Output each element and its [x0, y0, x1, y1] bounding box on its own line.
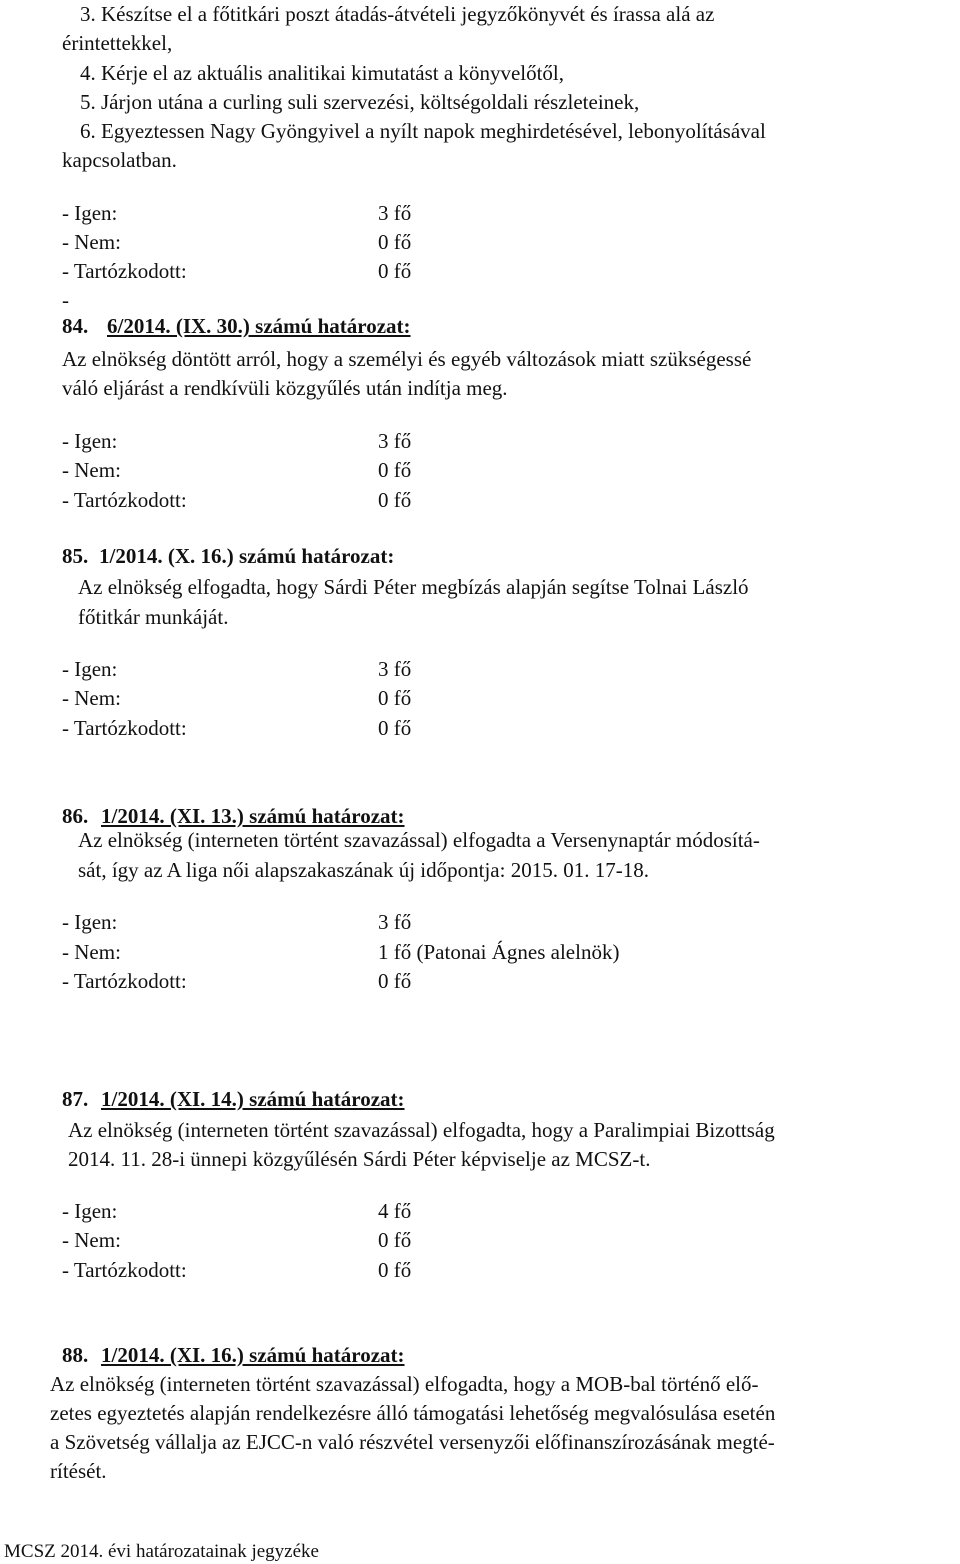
resolution-text-line-2: főtitkár munkáját.: [78, 605, 229, 629]
vote-label-nem: - Nem:: [62, 940, 121, 964]
resolution-text-line-2: váló eljárást a rendkívüli közgyűlés után indítja meg.: [62, 376, 508, 400]
vote-value-nem: 0 fő: [378, 230, 412, 254]
vote-value-tartozkodott: 0 fő: [378, 969, 412, 993]
vote-value-nem: 0 fő: [378, 458, 412, 482]
resolution-text-line-2: zetes egyeztetés alapján rendelkezésre álló támogatási lehetőség megvalósulása esetén: [50, 1401, 776, 1425]
vote-value-tartozkodott: 0 fő: [378, 259, 412, 283]
resolution-title: 1/2014. (XI. 14.) számú határozat:: [101, 1087, 405, 1111]
resolution-title: 1/2014. (X. 16.) számú határozat:: [99, 544, 395, 568]
extra-dash: -: [62, 288, 69, 312]
intro-item-6-continued: kapcsolatban.: [62, 148, 177, 172]
vote-value-nem: 1 fő (Patonai Ágnes alelnök): [378, 940, 620, 964]
resolution-text-line-1: Az elnökség (interneten történt szavazással) elfogadta, hogy a MOB-bal történő elő-: [50, 1372, 759, 1396]
resolution-number: 88.: [62, 1343, 89, 1367]
vote-label-igen: - Igen:: [62, 429, 118, 453]
intro-item-3: 3. Készítse el a főtitkári poszt átadás-átvételi jegyzőkönyvét és írassa alá az: [80, 2, 715, 26]
vote-value-igen: 3 fő: [378, 910, 412, 934]
vote-value-igen: 3 fő: [378, 657, 412, 681]
intro-item-5: 5. Járjon utána a curling suli szervezési, költségoldali részleteinek,: [80, 90, 640, 114]
resolution-title: 6/2014. (IX. 30.) számú határozat:: [107, 314, 411, 338]
page-footer: MCSZ 2014. évi határozatainak jegyzéke: [4, 1541, 319, 1562]
vote-value-tartozkodott: 0 fő: [378, 1258, 412, 1282]
vote-label-nem: - Nem:: [62, 686, 121, 710]
vote-value-nem: 0 fő: [378, 1228, 412, 1252]
resolution-number: 87.: [62, 1087, 89, 1111]
resolution-text-line-2: sát, így az A liga női alapszakaszának új időpontja: 2015. 01. 17-18.: [78, 858, 649, 882]
resolution-number: 85.: [62, 544, 89, 568]
intro-item-3-continued: érintettekkel,: [62, 31, 173, 55]
resolution-text-line-1: Az elnökség elfogadta, hogy Sárdi Péter megbízás alapján segítse Tolnai László: [78, 575, 749, 599]
resolution-text-line-2: 2014. 11. 28-i ünnepi közgyűlésén Sárdi Péter képviselje az MCSZ-t.: [68, 1147, 651, 1171]
vote-value-tartozkodott: 0 fő: [378, 488, 412, 512]
resolution-title: 1/2014. (XI. 16.) számú határozat:: [101, 1343, 405, 1367]
vote-value-tartozkodott: 0 fő: [378, 716, 412, 740]
vote-value-igen: 3 fő: [378, 429, 412, 453]
resolution-text-line-1: Az elnökség döntött arról, hogy a személyi és egyéb változások miatt szükségessé: [62, 347, 752, 371]
resolution-text-line-1: Az elnökség (interneten történt szavazással) elfogadta a Versenynaptár módosítá-: [78, 828, 760, 852]
intro-item-4: 4. Kérje el az aktuális analitikai kimutatást a könyvelőtől,: [80, 61, 565, 85]
intro-item-6: 6. Egyeztessen Nagy Gyöngyivel a nyílt napok meghirdetésével, lebonyolításával: [80, 119, 766, 143]
vote-label-tartozkodott: - Tartózkodott:: [62, 716, 187, 740]
resolution-number: 84.: [62, 314, 89, 338]
vote-label-nem: - Nem:: [62, 230, 121, 254]
resolution-text-line-1: Az elnökség (interneten történt szavazással) elfogadta, hogy a Paralimpiai Bizottság: [68, 1118, 775, 1142]
vote-label-tartozkodott: - Tartózkodott:: [62, 1258, 187, 1282]
resolution-text-line-4: rítését.: [50, 1459, 107, 1483]
vote-label-igen: - Igen:: [62, 657, 118, 681]
vote-label-tartozkodott: - Tartózkodott:: [62, 488, 187, 512]
vote-label-igen: - Igen:: [62, 1199, 118, 1223]
vote-label-tartozkodott: - Tartózkodott:: [62, 969, 187, 993]
vote-value-nem: 0 fő: [378, 686, 412, 710]
vote-label-nem: - Nem:: [62, 458, 121, 482]
vote-label-tartozkodott: - Tartózkodott:: [62, 259, 187, 283]
resolution-title: 1/2014. (XI. 13.) számú határozat:: [101, 804, 405, 828]
resolution-text-line-3: a Szövetség vállalja az EJCC-n való részvétel versenyzői előfinanszírozásának megté-: [50, 1430, 775, 1454]
vote-label-igen: - Igen:: [62, 910, 118, 934]
vote-label-nem: - Nem:: [62, 1228, 121, 1252]
resolution-number: 86.: [62, 804, 89, 828]
vote-value-igen: 4 fő: [378, 1199, 412, 1223]
vote-value-igen: 3 fő: [378, 201, 412, 225]
vote-label-igen: - Igen:: [62, 201, 118, 225]
